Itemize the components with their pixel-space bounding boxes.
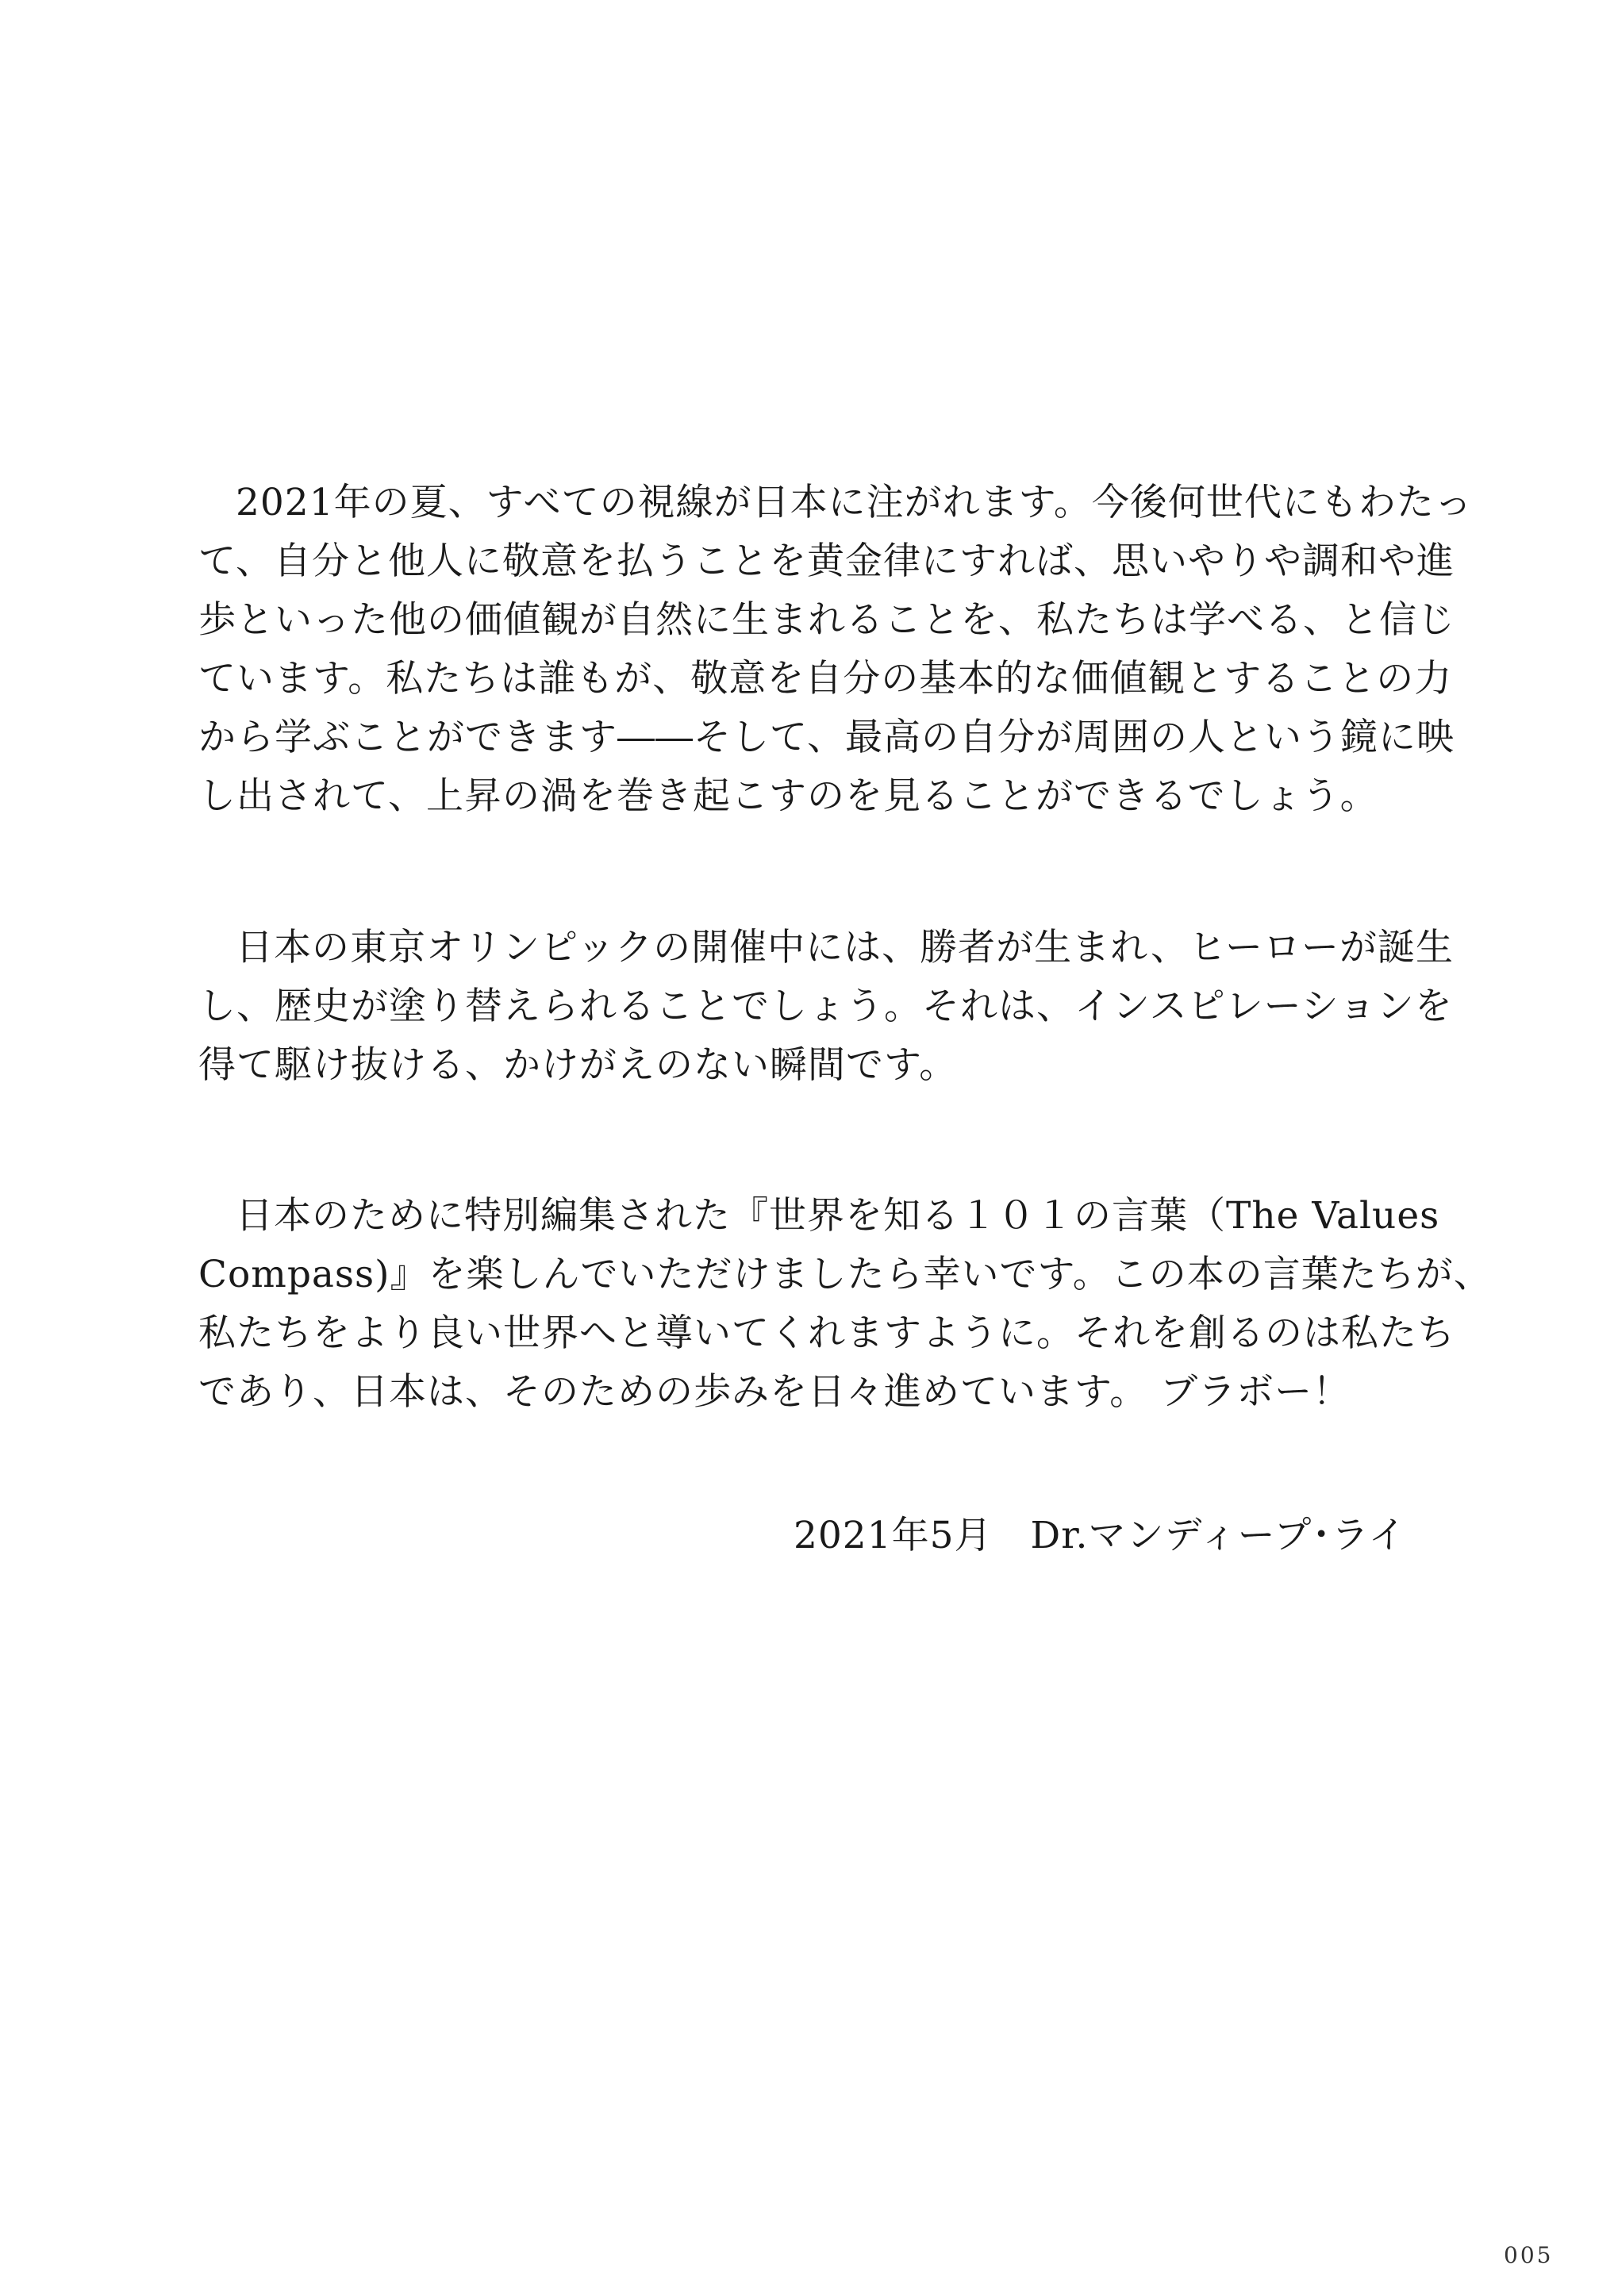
paragraph-2-line-3: 得て駆け抜ける、かけがえのない瞬間です。 bbox=[198, 1043, 958, 1087]
paragraph-1-line-5: から学ぶことができます――そして、最高の自分が周囲の人という鏡に映 bbox=[198, 716, 1455, 759]
paragraph-3-line-3: 私たちをより良い世界へと導いてくれますように。それを創るのは私たち bbox=[198, 1311, 1455, 1355]
paragraph-3-line-1: 日本のために特別編集された『世界を知る１０１の言葉（The Values bbox=[236, 1194, 1440, 1238]
paragraph-3-line-4: であり、日本は、そのための歩みを日々進めています。 ブラボー！ bbox=[198, 1370, 1351, 1414]
paragraph-1-line-2: て、自分と他人に敬意を払うことを黄金律にすれば、思いやりや調和や進 bbox=[198, 539, 1455, 583]
paragraph-1-line-4: ています。私たちは誰もが、敬意を自分の基本的な価値観とすることの力 bbox=[198, 657, 1453, 701]
paragraph-2-line-1: 日本の東京オリンピックの開催中には、勝者が生まれ、ヒーローが誕生 bbox=[236, 926, 1455, 969]
paragraph-1-line-3: 歩といった他の価値観が自然に生まれることを、私たちは学べる、と信じ bbox=[198, 598, 1455, 642]
signature: 2021年5月 Dr.マンディープ･ライ bbox=[794, 1514, 1407, 1557]
paragraph-2-line-2: し、歴史が塗り替えられることでしょう。それは、インスピレーションを bbox=[198, 985, 1453, 1028]
paragraph-1-line-1: 2021年の夏、すべての視線が日本に注がれます。今後何世代にもわたっ bbox=[236, 481, 1473, 524]
page-number: 005 bbox=[1504, 2242, 1554, 2268]
paragraph-1-line-6: し出されて、上昇の渦を巻き起こすのを見ることができるでしょう。 bbox=[198, 774, 1378, 818]
paragraph-3-line-2: Compass)』を楽しんでいただけましたら幸いです。この本の言葉たちが、 bbox=[198, 1253, 1492, 1296]
